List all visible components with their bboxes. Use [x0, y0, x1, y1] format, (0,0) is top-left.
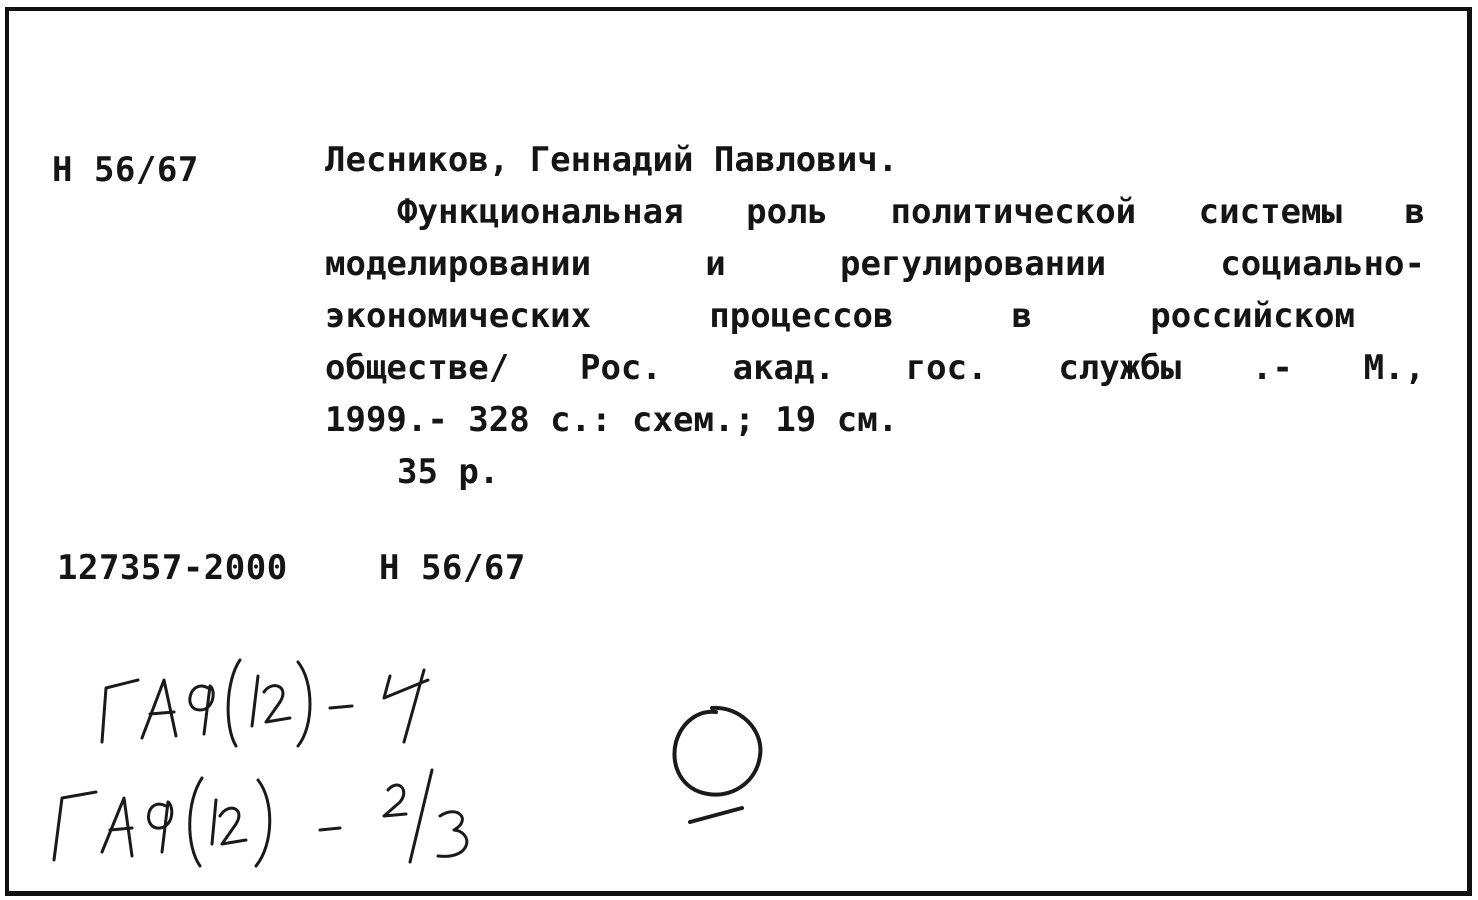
word: социально- — [1220, 244, 1425, 284]
imprint-line: 1999.- 328 с.: схем.; 19 см. — [325, 400, 899, 440]
word: в — [1404, 192, 1425, 232]
word: российском — [1150, 296, 1355, 336]
word: политической — [890, 192, 1137, 232]
word: акад. — [732, 348, 835, 388]
word: М., — [1363, 348, 1425, 388]
handwritten-note-2 — [54, 770, 467, 866]
word: в — [1011, 296, 1033, 336]
author-heading: Лесников, Геннадий Павлович. — [325, 140, 899, 180]
word: гос. — [905, 348, 988, 388]
circle-mark — [660, 700, 770, 840]
handwritten-note-1 — [102, 660, 428, 746]
bibliographic-entry — [325, 134, 1425, 498]
word: процессов — [709, 296, 894, 336]
price-line: 35 р. — [397, 452, 500, 492]
word: и — [705, 244, 726, 284]
inventory-number: 127357-2000 — [57, 548, 288, 588]
call-number: Н 56/67 — [52, 150, 199, 190]
word: роль — [746, 192, 828, 232]
inventory-call-number: Н 56/67 — [379, 548, 526, 588]
title-line-4 — [325, 342, 1425, 394]
title-line-2 — [325, 238, 1425, 290]
handwritten-notes — [40, 630, 500, 890]
word: Функциональная — [397, 192, 684, 232]
word: обществе/ — [325, 348, 510, 388]
word: .- — [1251, 348, 1293, 388]
word: Рос. — [579, 348, 662, 388]
word: регулировании — [839, 244, 1107, 284]
title-line-3 — [325, 290, 1425, 342]
word: моделировании — [325, 244, 592, 284]
word: службы — [1058, 348, 1182, 388]
word: системы — [1198, 192, 1342, 232]
word: экономических — [325, 296, 592, 336]
title-line-1 — [325, 186, 1425, 238]
